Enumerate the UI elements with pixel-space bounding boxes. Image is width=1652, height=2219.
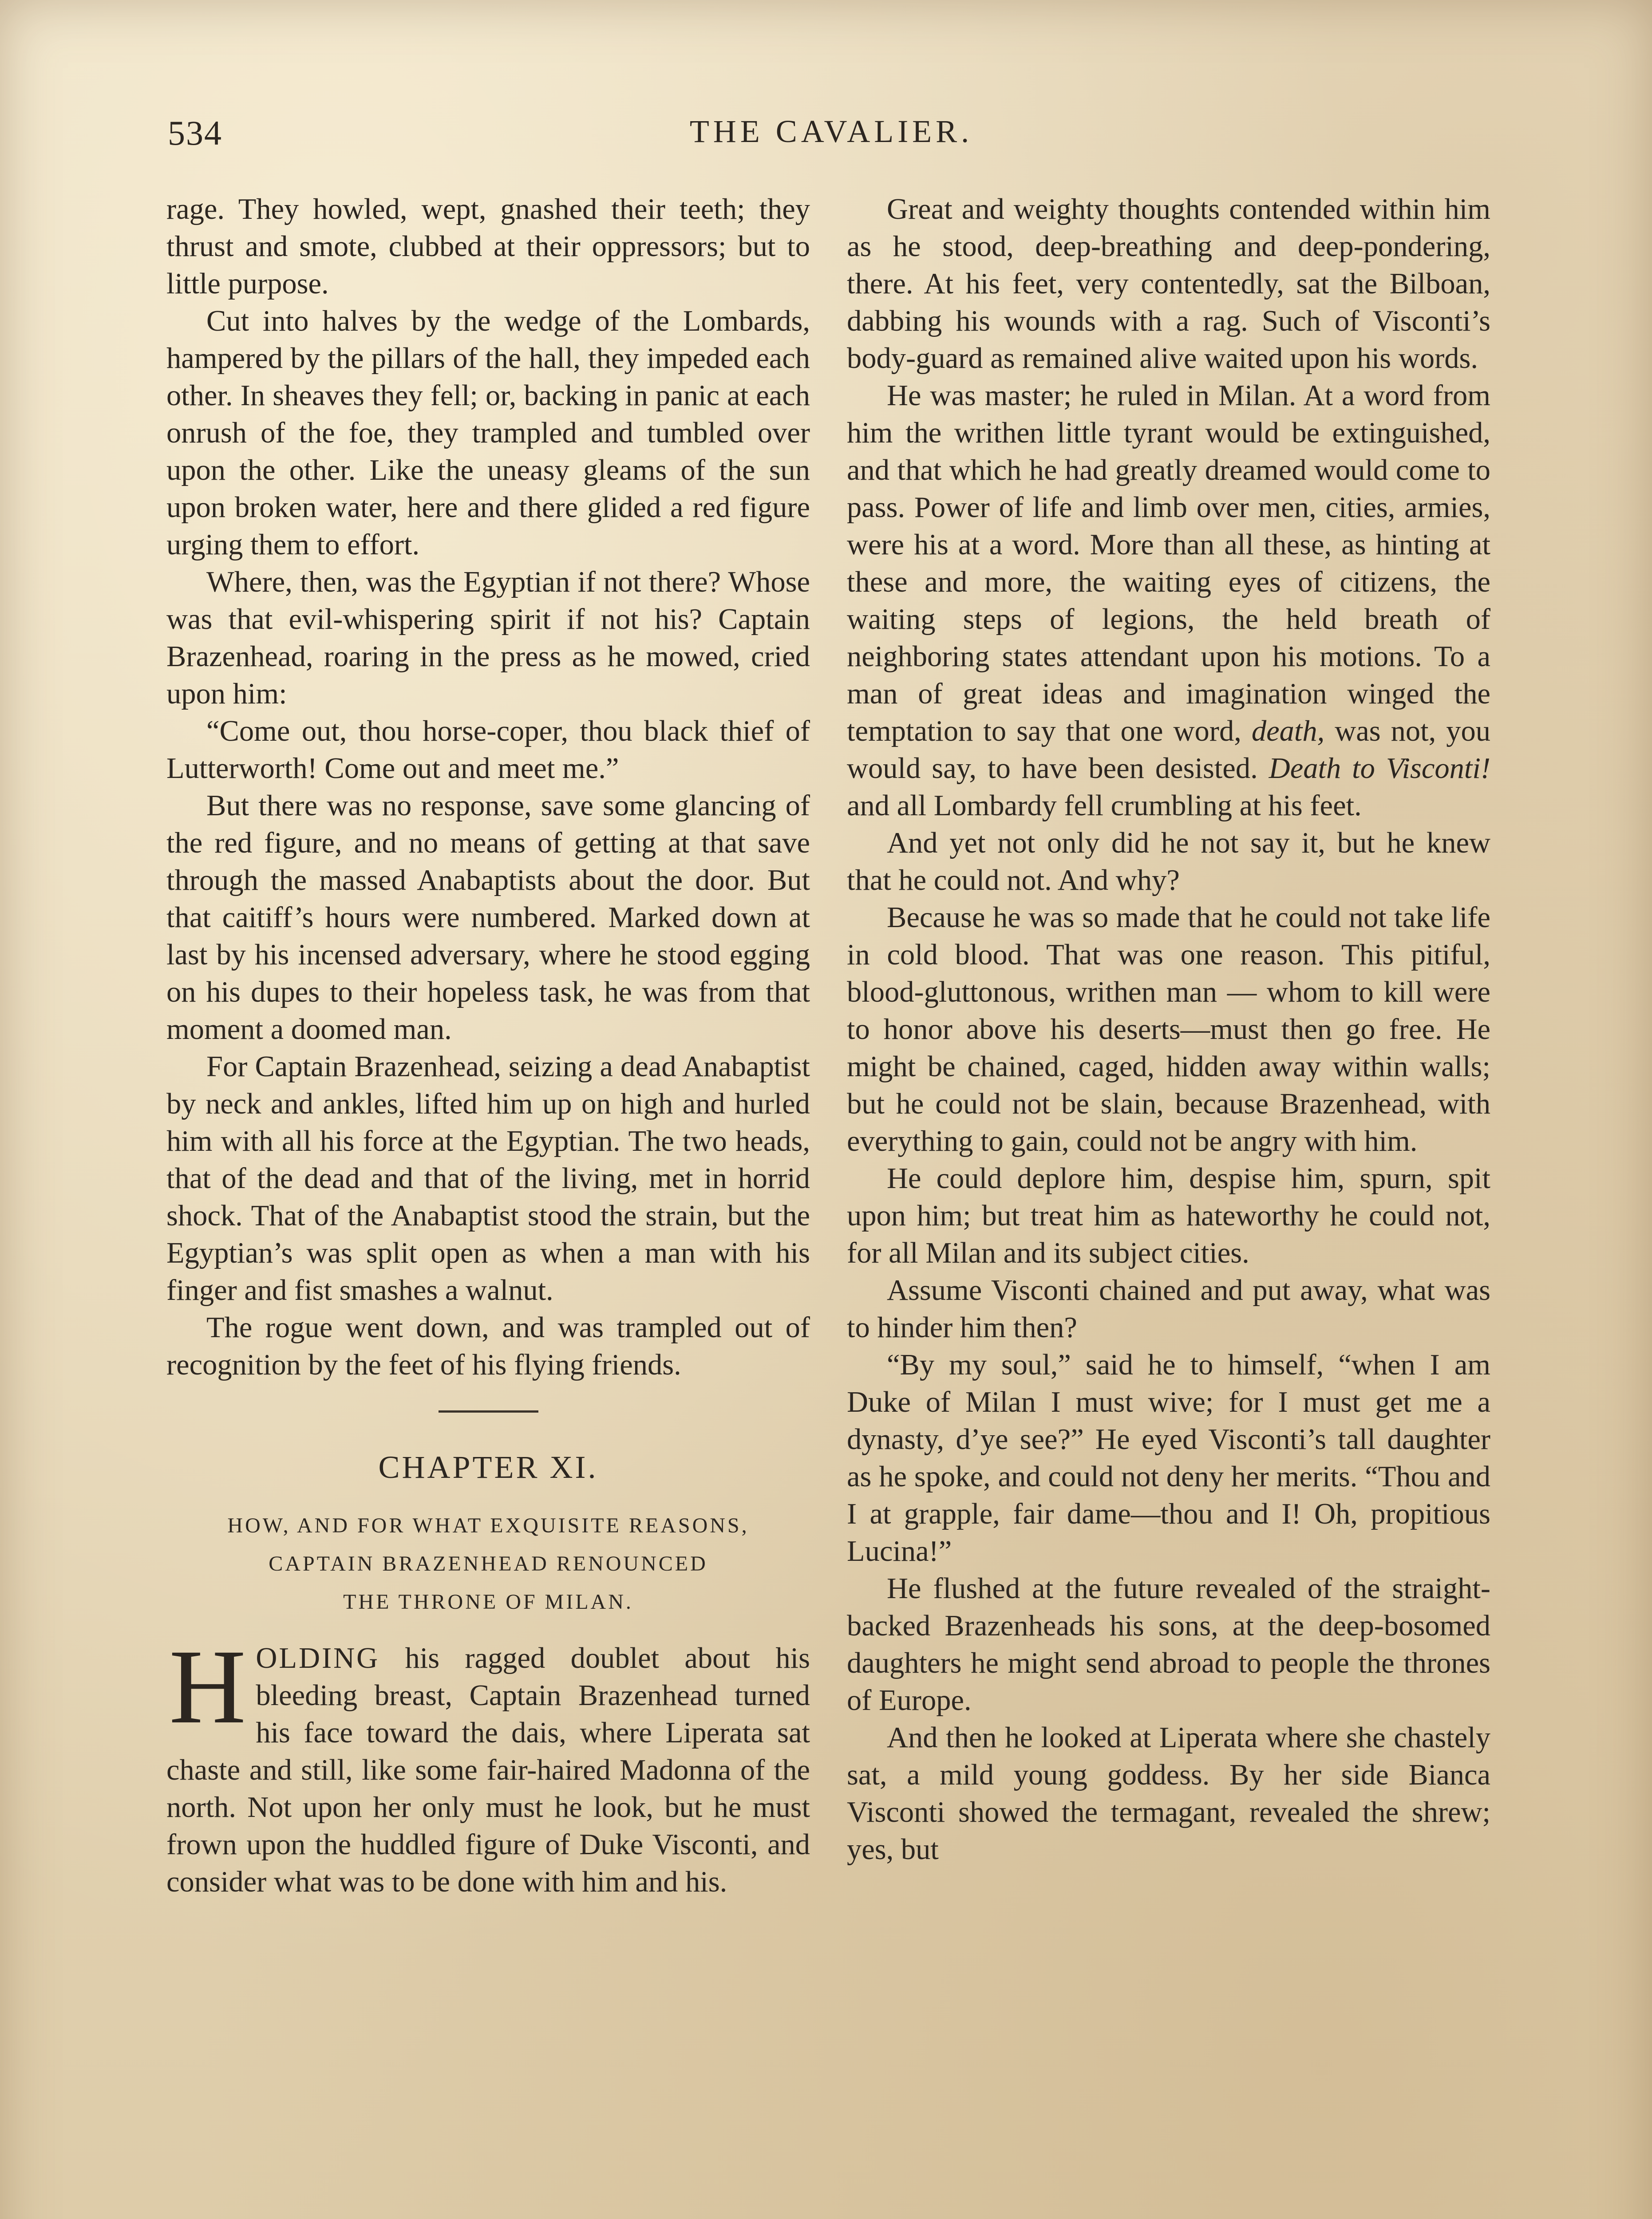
chapter-subtitle-line: HOW, AND FOR WHAT EXQUISITE REASONS, bbox=[227, 1514, 749, 1537]
right-column bbox=[847, 191, 1490, 1868]
paragraph: Assume Visconti chained and put away, what was to hinder him then? bbox=[847, 1274, 1490, 1344]
paragraph: And then he looked at Liperata where she chastely sat, a mild young goddess. By her side Bianca Visconti showed the termagant, revealed the shrew; yes, but bbox=[847, 1722, 1490, 1866]
drop-cap: H bbox=[169, 1627, 246, 1745]
paragraph: The rogue went down, and was trampled out of recognition by the feet of his flying friends. bbox=[166, 1311, 810, 1381]
italic-text: death, bbox=[1251, 715, 1325, 747]
opening-paragraph-text: his ragged doublet about his bleeding breast, Captain Brazenhead turned his face toward the dais, where Liperata sat chaste and still, like some fair-haired Madonna of the north. Not upon her only must he look, but he must frown upon the huddled figure of Duke Visconti, and consider what was to be done with him and his. bbox=[166, 1642, 810, 1898]
paragraph bbox=[847, 377, 1490, 825]
paragraph: For Captain Brazenhead, seizing a dead Anabaptist by neck and ankles, lifted him up on high and hurled him with all his force at the Egyptian. The two heads, that of the dead and that of the living, met in horrid shock. That of the Anabaptist stood the strain, but the Egyptian’s was split open as when a man with his finger and fist smashes a walnut. bbox=[166, 1050, 810, 1307]
paragraph: rage. They howled, wept, gnashed their teeth; they thrust and smote, clubbed at their oppressors; but to little purpose. bbox=[166, 193, 810, 300]
paragraph-text: was not, you would say, to have been desisted. bbox=[847, 715, 1490, 785]
running-title: THE CAVALIER. bbox=[689, 114, 973, 149]
left-column bbox=[166, 191, 810, 1901]
paragraph: He could deplore him, despise him, spurn, spit upon him; but treat him as hateworthy he could not, for all Milan and its subject cities. bbox=[847, 1162, 1490, 1269]
paragraph: Cut into halves by the wedge of the Lombards, hampered by the pillars of the hall, they impeded each other. In sheaves they fell; or, backing in panic at each onrush of the foe, they trampled and tumbled over upon the other. Like the uneasy gleams of the sun upon broken water, here and there glided a red figure urging them to effort. bbox=[166, 305, 810, 561]
chapter-subtitle bbox=[166, 1507, 810, 1621]
opening-paragraph bbox=[166, 1627, 810, 1901]
paragraph: “By my soul,” said he to himself, “when I am Duke of Milan I must wive; for I must get me a dynasty, d’ye see?” He eyed Visconti’s tall daughter as he spoke, and could not deny her merits. “Thou and I at grapple, fair dame—thou and I! Oh, propitious Lucina!” bbox=[847, 1349, 1490, 1568]
italic-text: Death to Visconti! bbox=[1269, 752, 1490, 785]
paragraph: But there was no response, save some glancing of the red figure, and no means of getting at that save through the massed Anabaptists about the door. But that caitiff’s hours were numbered. Marked down at last by his incensed adversary, where he stood egging on his dupes to their hopeless task, he was from that moment a doomed man. bbox=[166, 790, 810, 1046]
chapter-subtitle-line: THE THRONE OF MILAN. bbox=[343, 1590, 633, 1614]
paragraph: Where, then, was the Egyptian if not there? Whose was that evil-whispering spirit if not his? Captain Brazenhead, roaring in the press as he mowed, cried upon him: bbox=[166, 566, 810, 710]
opening-small-caps: OLDING bbox=[256, 1642, 380, 1674]
paragraph-text: He was master; he ruled in Milan. At a word from him the writhen little tyrant would be extinguished, and that which he had greatly dreamed would come to pass. Power of life and limb over men, cities, armies, were his at a word. More than all these, as hinting at these and more, the waiting eyes of citizens, the waiting steps of legions, the held breath of neighboring states attendant upon his motions. To a man of great ideas and imagination winged the temptation to say that one word, bbox=[847, 379, 1490, 747]
paragraph-text: and all Lombardy fell crumbling at his feet. bbox=[847, 790, 1362, 822]
paragraph: Because he was so made that he could not take life in cold blood. That was one reason. This pitiful, blood-gluttonous, writhen man — whom to kill were to honor above his deserts—must then go free. He might be chained, caged, hidden away within walls; but he could not be slain, because Brazenhead, with everything to gain, could not be angry with him. bbox=[847, 901, 1490, 1157]
page-number: 534 bbox=[168, 114, 222, 152]
paragraph: He flushed at the future revealed of the straight-backed Brazenheads his sons, at the deep-bosomed daughters he might send abroad to people the thrones of Europe. bbox=[847, 1572, 1490, 1717]
page-header bbox=[168, 113, 1495, 162]
paragraph: And yet not only did he not say it, but he knew that he could not. And why? bbox=[847, 827, 1490, 896]
chapter-title: CHAPTER XI. bbox=[378, 1449, 598, 1485]
chapter-subtitle-line: CAPTAIN BRAZENHEAD RENOUNCED bbox=[269, 1552, 708, 1575]
paragraph: Great and weighty thoughts contended within him as he stood, deep-breathing and deep-pondering, there. At his feet, very contentedly, sat the Bilboan, dabbing his wounds with a rag. Such of Visconti’s body-guard as remained alive waited upon his words. bbox=[847, 193, 1490, 375]
section-divider bbox=[439, 1410, 538, 1413]
paragraph: “Come out, thou horse-coper, thou black thief of Lutterworth! Come out and meet me.” bbox=[166, 715, 810, 785]
